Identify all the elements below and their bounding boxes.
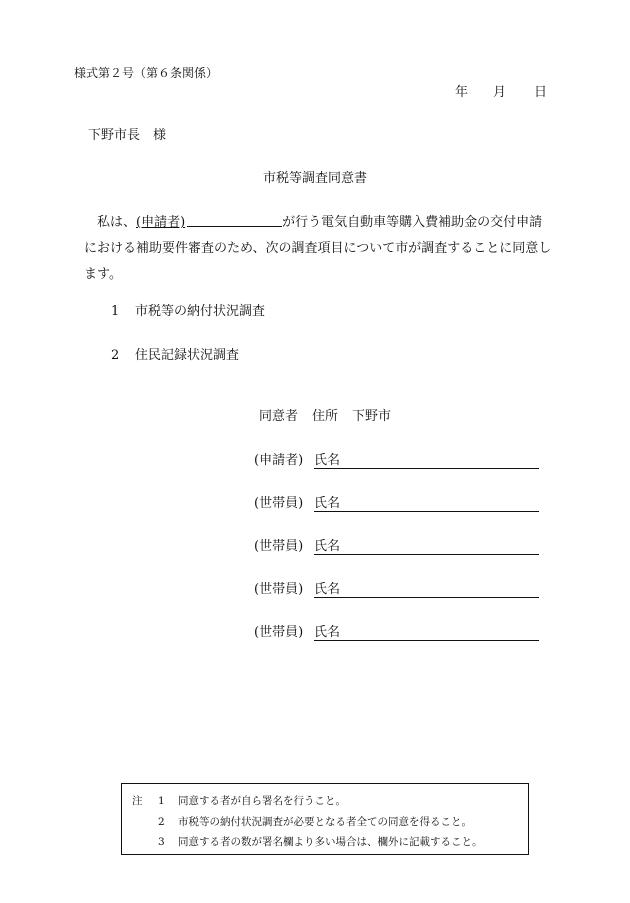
signature-row-household-3 bbox=[254, 578, 539, 598]
consent-paragraph bbox=[84, 210, 554, 288]
note-number: 3 bbox=[158, 836, 165, 848]
item-text: 住民記録状況調査 bbox=[135, 348, 240, 363]
note-text: 同意する者が自ら署名を行うこと。 bbox=[178, 795, 346, 807]
note-text: 市税等の納付状況調査が必要となる者全ての同意を得ること。 bbox=[178, 816, 472, 828]
signature-role: (世帯員) bbox=[254, 539, 304, 554]
signature-role: (世帯員) bbox=[254, 625, 304, 640]
paragraph-suffix: が行う電気自動車等購入費補助金の交付申請における補助要件審査のため、次の調査項目について市が調査することに同意します。 bbox=[84, 215, 552, 282]
document-title: 市税等調査同意書 bbox=[262, 171, 367, 186]
address-label: 住所 bbox=[312, 409, 339, 424]
signature-role: (世帯員) bbox=[254, 582, 304, 597]
item-text: 市税等の納付状況調査 bbox=[135, 304, 266, 319]
signature-role: (世帯員) bbox=[254, 496, 304, 511]
signature-name-field[interactable]: 氏名 bbox=[314, 578, 539, 598]
signature-row-applicant bbox=[254, 449, 539, 469]
applicant-name-blank[interactable] bbox=[187, 213, 282, 227]
consenter-label: 同意者 bbox=[259, 409, 299, 424]
applicant-placeholder: (申請者) bbox=[136, 215, 186, 230]
signature-name-field[interactable]: 氏名 bbox=[314, 449, 539, 469]
survey-item-1 bbox=[111, 300, 265, 319]
paragraph-prefix: 私は、 bbox=[97, 215, 137, 230]
signature-row-household-2 bbox=[254, 535, 539, 555]
note-text: 同意する者の数が署名欄より多い場合は、欄外に記載すること。 bbox=[178, 836, 483, 848]
signature-row-household-4 bbox=[254, 621, 539, 641]
signature-row-household-1 bbox=[254, 492, 539, 512]
address-value: 下野市 bbox=[352, 409, 392, 424]
notes-lead: 注 bbox=[132, 795, 143, 807]
note-number: 2 bbox=[158, 816, 165, 828]
date-year-label: 年 bbox=[455, 85, 469, 100]
note-item bbox=[132, 793, 346, 808]
note-item bbox=[132, 834, 483, 849]
item-number: 2 bbox=[111, 348, 120, 363]
item-number: 1 bbox=[111, 304, 120, 319]
date-day-label: 日 bbox=[534, 85, 548, 100]
date-month-label: 月 bbox=[493, 85, 507, 100]
consenter-address bbox=[259, 405, 405, 424]
survey-item-2 bbox=[111, 344, 239, 363]
signature-role: (申請者) bbox=[254, 453, 304, 468]
signature-name-field[interactable]: 氏名 bbox=[314, 621, 539, 641]
note-number: 1 bbox=[158, 795, 165, 807]
addressee: 下野市長 様 bbox=[88, 128, 167, 143]
signature-name-field[interactable]: 氏名 bbox=[314, 492, 539, 512]
form-number: 様式第２号（第６条関係） bbox=[74, 66, 219, 80]
note-item bbox=[132, 814, 472, 829]
notes-box bbox=[121, 783, 529, 855]
signature-name-field[interactable]: 氏名 bbox=[314, 535, 539, 555]
